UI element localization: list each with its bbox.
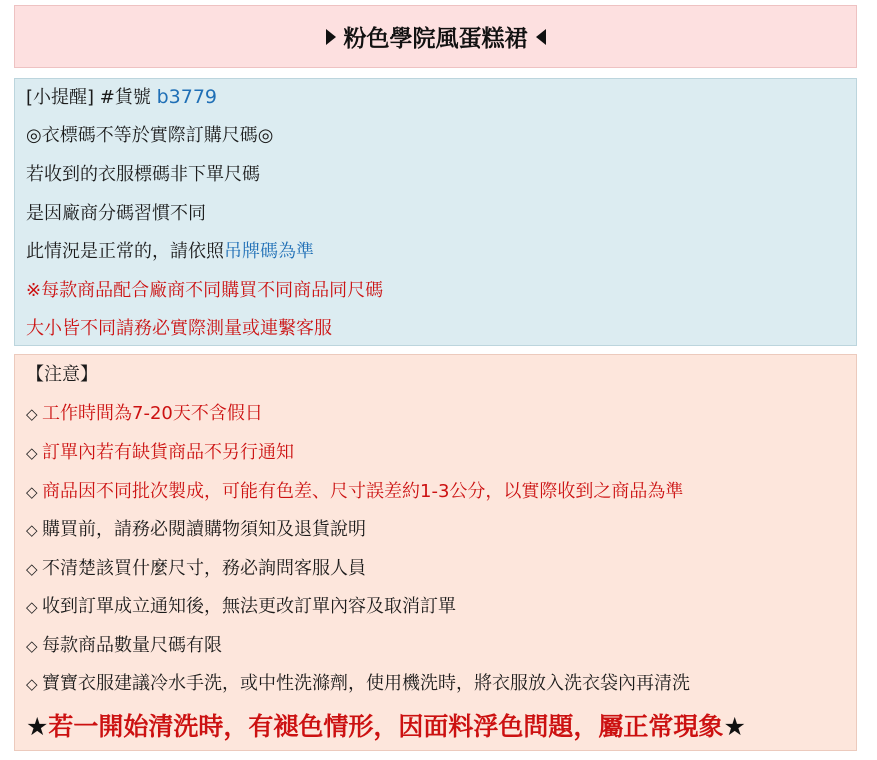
reminder-normal-line <box>26 240 314 264</box>
star-icon: ★ <box>26 712 49 741</box>
notice-item <box>26 480 683 504</box>
reminder-line: 若收到的衣服標碼非下單尺碼 <box>26 164 260 185</box>
reminder-highlight: 吊牌碼為準 <box>224 241 314 262</box>
notice-item <box>26 595 456 619</box>
diamond-bullet-icon: ◇ <box>26 483 38 501</box>
diamond-bullet-icon: ◇ <box>26 444 38 462</box>
product-code: b3779 <box>156 86 217 108</box>
reminder-red-line: ※每款商品配合廠商不同購買不同商品同尺碼 <box>26 280 384 301</box>
notice-header: 【注意】 <box>26 364 98 385</box>
diamond-bullet-icon: ◇ <box>26 598 38 616</box>
diamond-bullet-icon: ◇ <box>26 560 38 578</box>
reminder-line: ◎衣標碼不等於實際訂購尺碼◎ <box>26 125 274 146</box>
notice-item <box>26 518 366 542</box>
diamond-bullet-icon: ◇ <box>26 637 38 655</box>
notice-item-text: 不清楚該買什麼尺寸，務必詢問客服人員 <box>42 558 366 579</box>
reminder-red-line: 大小皆不同請務必實際測量或連繫客服 <box>26 318 332 339</box>
triangle-right-icon <box>326 29 336 45</box>
notice-item <box>26 402 263 426</box>
notice-item-text: 購買前，請務必閱讀購物須知及退貨說明 <box>42 519 366 540</box>
diamond-bullet-icon: ◇ <box>26 675 38 693</box>
reminder-normal-text: 此情況是正常的，請依照 <box>26 241 224 262</box>
star-icon: ★ <box>723 712 746 741</box>
product-title-banner <box>14 5 857 68</box>
product-title: 粉色學院風蛋糕裙 <box>343 26 528 52</box>
notice-panel <box>14 354 857 751</box>
triangle-left-icon <box>536 29 546 45</box>
notice-item-text: 訂單內若有缺貨商品不另行通知 <box>42 442 294 463</box>
notice-item-text: 收到訂單成立通知後，無法更改訂單內容及取消訂單 <box>42 596 456 617</box>
reminder-code-line <box>26 85 217 110</box>
notice-item-text: 寶寶衣服建議冷水手洗，或中性洗滌劑，使用機洗時，將衣服放入洗衣袋內再清洗 <box>42 673 690 694</box>
diamond-bullet-icon: ◇ <box>26 405 38 423</box>
reminder-panel <box>14 78 857 346</box>
reminder-line: 是因廠商分碼習慣不同 <box>26 203 206 224</box>
notice-item <box>26 672 690 696</box>
notice-item <box>26 441 294 465</box>
reminder-prefix: [小提醒] #貨號 <box>26 87 157 108</box>
notice-item <box>26 634 222 658</box>
notice-item <box>26 557 366 581</box>
notice-item-text: 商品因不同批次製成，可能有色差、尺寸誤差約1-3公分，以實際收到之商品為準 <box>42 481 684 502</box>
diamond-bullet-icon: ◇ <box>26 521 38 539</box>
final-warning-text: 若一開始清洗時，有褪色情形，因面料浮色問題，屬正常現象 <box>48 712 724 741</box>
notice-item-text: 每款商品數量尺碼有限 <box>42 635 222 656</box>
final-warning <box>26 711 746 743</box>
notice-item-text: 工作時間為7-20天不含假日 <box>42 403 263 424</box>
